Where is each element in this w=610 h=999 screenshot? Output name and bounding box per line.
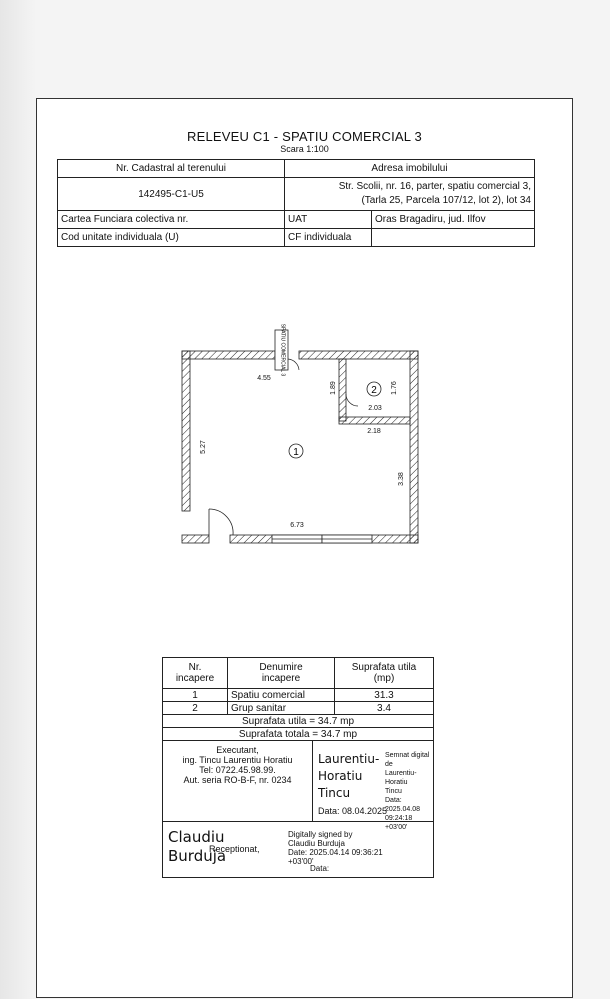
row-area: 3.4 [335, 702, 434, 715]
receptionist-date-label: Data: [310, 864, 330, 873]
executant-date: Data: 08.04.2025 [318, 806, 388, 816]
total-area: Suprafata totala = 34.7 mp [163, 728, 434, 741]
executant-name: ing. Tincu Laurentiu Horatiu [182, 755, 293, 765]
row-nr: 2 [163, 702, 228, 715]
windows [272, 535, 372, 543]
dim-wc-width: 2.03 [368, 405, 382, 412]
col-name-header: Denumire incapere [228, 658, 335, 689]
room-2-marker [367, 382, 381, 396]
room-2-number: 2 [371, 385, 377, 396]
dim-right-lower: 3.38 [398, 472, 405, 486]
cadastral-value: 142495-C1-U5 [58, 178, 285, 211]
receptionist-label: Receptionat, [209, 844, 260, 854]
executant-authorization: Aut. seria RO-B-F, nr. 0234 [183, 775, 292, 785]
carte-funciara-label: Cartea Funciara colectiva nr. [58, 211, 285, 229]
executant-digital-stamp [385, 751, 433, 832]
document-sheet [36, 98, 573, 998]
receptionist-stamp-line: Claudiu Burduja [288, 839, 345, 848]
dim-wc-bottom: 2.18 [367, 428, 381, 435]
dim-wc-top-left: 1.89 [330, 381, 337, 395]
document-title: RELEVEU C1 - SPATIU COMERCIAL 3 [187, 129, 422, 144]
address-line-2: (Tarla 25, Parcela 107/12, lot 2), lot 34 [361, 195, 531, 206]
table-row [163, 689, 434, 702]
row-name: Grup sanitar [228, 702, 335, 715]
room-1-number: 1 [293, 447, 299, 458]
exterior-door [209, 509, 233, 535]
entrance-label: SPATIU COMERCIAL 3 [279, 323, 286, 377]
page-shadow [0, 0, 36, 999]
document-scale: Scara 1:100 [280, 144, 329, 154]
executant-stamp-line: Laurentiu-Horatiu [385, 770, 417, 786]
executant-sig-line-1: Laurentiu- [318, 752, 380, 766]
uat-label: UAT [285, 211, 372, 229]
address-line-1: Str. Scolii, nr. 16, parter, spatiu comercial 3, [338, 181, 531, 192]
receptionist-digital-stamp [288, 830, 383, 866]
executant-cell [163, 741, 434, 831]
col-nr-header: Nr. incapere [163, 658, 228, 689]
row-area: 31.3 [335, 689, 434, 702]
executant-details [163, 741, 313, 821]
cadastral-label: Nr. Cadastral al terenului [58, 160, 285, 178]
receptionist-stamp-line: Date: 2025.04.14 09:36:21 [288, 848, 383, 857]
dim-door: 4.55 [257, 375, 271, 382]
receptionist-cell [163, 822, 434, 878]
receptionist-stamp-line: +03'00' [288, 857, 314, 866]
entrance-door [275, 324, 299, 377]
dim-left-wall: 5.27 [200, 440, 207, 454]
table-row [163, 702, 434, 715]
executant-stamp-line: 09:24:18 +03'00' [385, 815, 413, 831]
summary-table [162, 657, 434, 878]
address-label: Adresa imobilului [285, 160, 535, 178]
executant-stamp-line: Semnat digital de [385, 752, 430, 768]
executant-phone: Tel: 0722.45.98.99. [199, 765, 276, 775]
executant-sig-line-2: Horatiu [318, 769, 363, 783]
row-name: Spatiu comercial [228, 689, 335, 702]
cf-individuala-label: CF individuala [285, 229, 372, 247]
executant-label: Executant, [216, 745, 259, 755]
dim-bottom: 6.73 [290, 522, 304, 529]
executant-stamp-line: Data: 2025.04.08 [385, 797, 421, 813]
col-area-header: Suprafata utila (mp) [335, 658, 434, 689]
cod-unitate-label: Cod unitate individuala (U) [58, 229, 285, 247]
receptionist-sig-line-2: Burduja [168, 847, 227, 865]
floor-plan [37, 99, 574, 659]
row-nr: 1 [163, 689, 228, 702]
executant-signature [318, 751, 379, 802]
receptionist-stamp-line: Digitally signed by [288, 830, 353, 839]
receptionist-sig-line-1: Claudiu [168, 828, 225, 846]
room-1-marker [289, 444, 303, 458]
useful-area-total: Suprafata utila = 34.7 mp [163, 715, 434, 728]
wc-door [346, 394, 358, 406]
executant-stamp-line: Tincu [385, 788, 402, 795]
uat-value: Oras Bragadiru, jud. Ilfov [372, 211, 535, 229]
dim-wc-right: 1.76 [391, 381, 398, 395]
executant-sig-line-3: Tincu [318, 786, 351, 800]
